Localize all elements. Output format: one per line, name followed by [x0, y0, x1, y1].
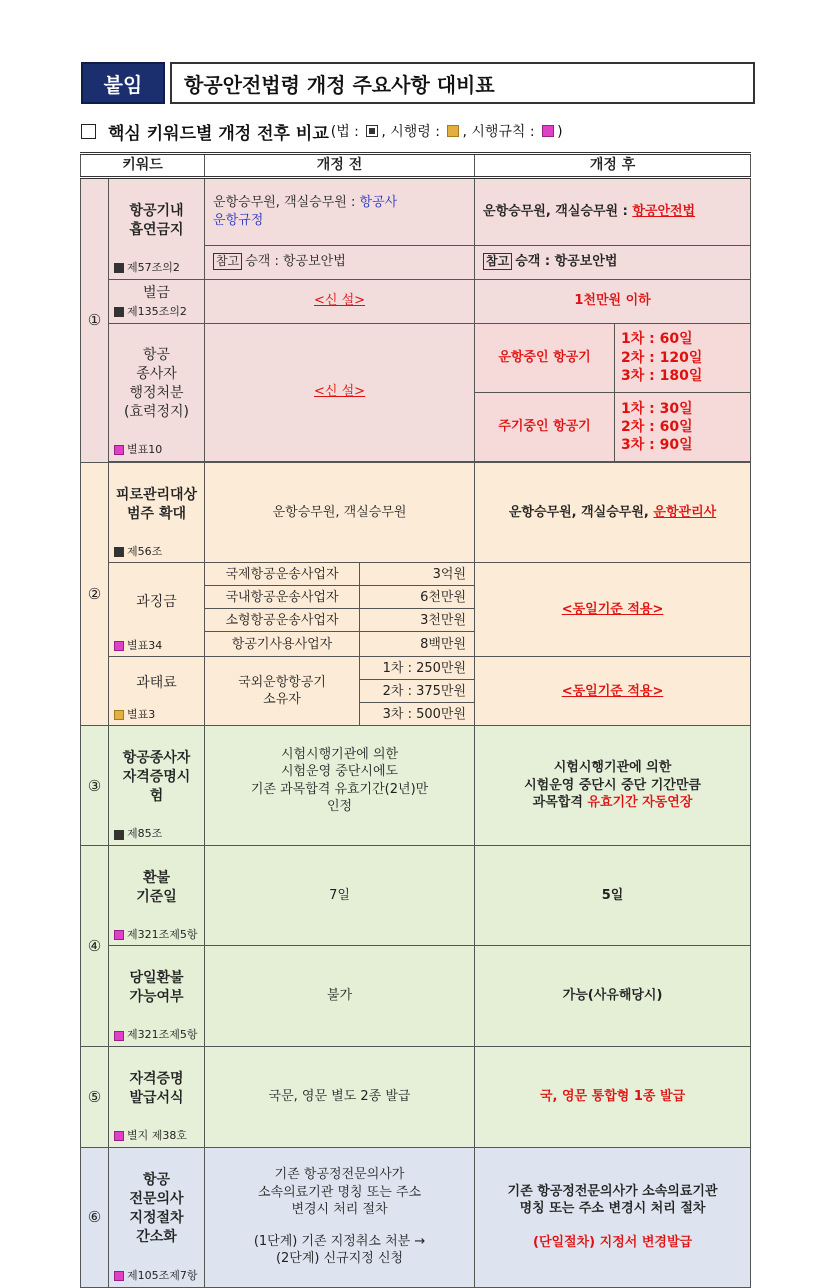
- law-icon: [114, 263, 124, 273]
- penalty-item-value: 3억원: [360, 563, 475, 586]
- keyword-cell: 항공기내 흡연금지 제57조의2: [109, 178, 205, 280]
- rule-icon: [114, 930, 124, 940]
- law-icon: [114, 307, 124, 317]
- keyword-cell: 자격증명 발급서식 별지 제38호: [109, 1047, 205, 1148]
- penalty-item-label: 항공기사용사업자: [205, 632, 360, 657]
- table-row: [81, 279, 751, 323]
- before-cell: 불가: [205, 946, 475, 1047]
- reference: 별지 제38호: [114, 1129, 187, 1144]
- table-row: [81, 563, 751, 586]
- checkbox-icon: [81, 124, 96, 139]
- penalty-item-label: 소형항공운송사업자: [205, 609, 360, 632]
- reference: 제105조제7항: [114, 1269, 198, 1284]
- operating-label: 운항중인 항공기: [475, 323, 615, 392]
- group-number: ⑥: [81, 1147, 109, 1287]
- penalty-item-value: 8백만원: [360, 632, 475, 657]
- surcharge-item: 2차 : 375만원: [360, 680, 475, 703]
- header-keyword: 키워드: [81, 154, 205, 178]
- after-cell: <동일기준 적용>: [475, 657, 751, 726]
- penalty-item-label: 국내항공운송사업자: [205, 586, 360, 609]
- before-cell: 운항승무원, 객실승무원 : 항공사 운항규정: [205, 178, 475, 246]
- parked-days: 1차 : 30일 2차 : 60일 3차 : 90일: [615, 392, 751, 461]
- table-row: [81, 323, 751, 392]
- table-row: [81, 946, 751, 1047]
- attachment-badge: 붙임: [81, 62, 165, 104]
- before-note: 참고 승객 : 항공보안법: [205, 245, 475, 279]
- document-title: 항공안전법령 개정 주요사항 대비표: [170, 62, 755, 104]
- section-subtitle: [81, 117, 563, 145]
- group-number: ⑤: [81, 1047, 109, 1148]
- after-cell: 운항승무원, 객실승무원, 운항관리사: [475, 462, 751, 563]
- reference: 제321조제5항: [114, 1028, 198, 1043]
- after-cell: 기존 항공정전문의사가 소속의료기관 명칭 또는 주소 변경시 처리 절차 (단일절차) 지정서 변경발급: [475, 1147, 751, 1287]
- table-row: [81, 1047, 751, 1148]
- header-before: 개정 전: [205, 154, 475, 178]
- rule-icon: [114, 1271, 124, 1281]
- after-cell: 1천만원 이하: [475, 279, 751, 323]
- before-cell: 기존 항공정전문의사가 소속의료기관 명칭 또는 주소 변경시 처리 절차 (1단계) 기존 지정취소 처분 → (2단계) 신규지정 신청: [205, 1147, 475, 1287]
- keyword-cell: 과징금 별표34: [109, 563, 205, 657]
- penalty-item-label: 국제항공운송사업자: [205, 563, 360, 586]
- rule-icon: [542, 125, 554, 137]
- after-cell: 운항승무원, 객실승무원 : 항공안전법: [475, 178, 751, 246]
- rule-icon: [114, 1131, 124, 1141]
- rule-icon: [114, 445, 124, 455]
- before-cell: <신 설>: [205, 279, 475, 323]
- parked-label: 주기중인 항공기: [475, 392, 615, 461]
- after-cell: 가능(사유해당시): [475, 946, 751, 1047]
- reference: 제321조제5항: [114, 928, 198, 943]
- comparison-table: [80, 152, 751, 1288]
- keyword-cell: 항공 종사자 행정처분 (효력정지) 별표10: [109, 323, 205, 461]
- reference: 제56조: [114, 545, 162, 560]
- group-number: ②: [81, 462, 109, 726]
- law-icon: [366, 125, 378, 137]
- table-header-row: [81, 154, 751, 178]
- penalty-item-value: 6천만원: [360, 586, 475, 609]
- before-cell: <신 설>: [205, 323, 475, 461]
- group-number: ④: [81, 845, 109, 1046]
- keyword-cell: 피로관리대상 범주 확대 제56조: [109, 462, 205, 563]
- subtitle-text: 핵심 키워드별 개정 전후 비교: [108, 123, 329, 144]
- decree-icon: [114, 710, 124, 720]
- rule-icon: [114, 641, 124, 651]
- reference: 별표34: [114, 639, 162, 654]
- keyword-cell: 항공종사자 자격증명시 험 제85조: [109, 726, 205, 845]
- law-icon: [114, 547, 124, 557]
- before-cell: 시험시행기관에 의한 시험운영 중단시에도 기존 과목합격 유효기간(2년)만 인정: [205, 726, 475, 845]
- reference: 별표10: [114, 443, 162, 458]
- after-cell: 5일: [475, 845, 751, 946]
- document-header: [81, 62, 755, 104]
- keyword-cell: 항공 전문의사 지정절차 간소화 제105조제7항: [109, 1147, 205, 1287]
- reference: 제57조의2: [114, 261, 180, 276]
- table-row: [81, 845, 751, 946]
- reference: 제85조: [114, 827, 162, 842]
- penalty-item-value: 3천만원: [360, 609, 475, 632]
- keyword-cell: 과태료 별표3: [109, 657, 205, 726]
- reference: 제135조의2: [114, 305, 187, 320]
- table-row: [81, 726, 751, 845]
- law-icon: [114, 830, 124, 840]
- table-row: [81, 462, 751, 563]
- after-cell: 국, 영문 통합형 1종 발급: [475, 1047, 751, 1148]
- rule-icon: [114, 1031, 124, 1041]
- surcharge-item: 1차 : 250만원: [360, 657, 475, 680]
- keyword-cell: 벌금 제135조의2: [109, 279, 205, 323]
- keyword-cell: 당일환불 가능여부 제321조제5항: [109, 946, 205, 1047]
- table-row: [81, 178, 751, 246]
- operating-days: 1차 : 60일 2차 : 120일 3차 : 180일: [615, 323, 751, 392]
- legend: (법 : , 시행령 : , 시행규칙 : ): [330, 124, 563, 140]
- after-cell: 시험시행기관에 의한 시험운영 중단시 중단 기간만큼 과목합격 유효기간 자동연장: [475, 726, 751, 845]
- table-row: [81, 1147, 751, 1287]
- group-number: ③: [81, 726, 109, 845]
- keyword-cell: 환불 기준일 제321조제5항: [109, 845, 205, 946]
- table-row: [81, 657, 751, 680]
- after-note: 참고 승객 : 항공보안법: [475, 245, 751, 279]
- reference: 별표3: [114, 708, 155, 723]
- before-cell: 운항승무원, 객실승무원: [205, 462, 475, 563]
- surcharge-owner: 국외운항항공기 소유자: [205, 657, 360, 726]
- decree-icon: [447, 125, 459, 137]
- header-after: 개정 후: [475, 154, 751, 178]
- surcharge-item: 3차 : 500만원: [360, 703, 475, 726]
- group-number: ①: [81, 178, 109, 463]
- after-cell: <동일기준 적용>: [475, 563, 751, 657]
- before-cell: 국문, 영문 별도 2종 발급: [205, 1047, 475, 1148]
- before-cell: 7일: [205, 845, 475, 946]
